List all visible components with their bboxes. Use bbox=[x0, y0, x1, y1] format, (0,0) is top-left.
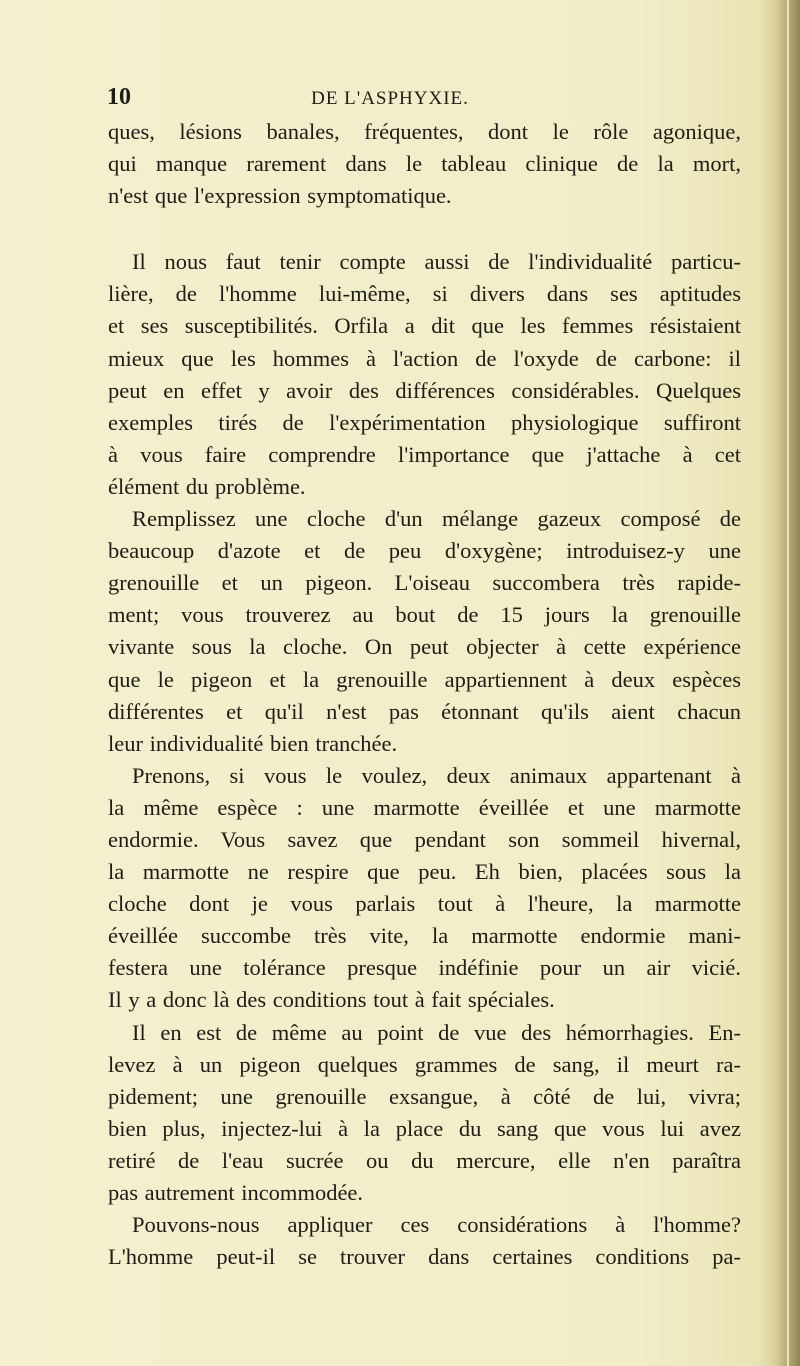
text-line: Il y a donc là des conditions tout à fait spéciales. bbox=[108, 987, 555, 1013]
text-line: et ses susceptibilités. Orfila a dit que les femmes résistaient bbox=[108, 313, 741, 339]
text-line: grenouille et un pigeon. L'oiseau succombera très rapide- bbox=[108, 570, 741, 596]
text-line: élément du problème. bbox=[108, 473, 306, 499]
text-line: beaucoup d'azote et de peu d'oxygène; introduisez-y une bbox=[108, 538, 741, 564]
text-line: différentes et qu'il n'est pas étonnant qu'ils aient chacun bbox=[108, 698, 741, 724]
text-line: pas autrement incommodée. bbox=[108, 1180, 364, 1205]
text-line: Pouvons-nous appliquer ces considérations à l'homme? bbox=[132, 1212, 741, 1238]
text-line: que le pigeon et la grenouille appartiennent à deux espèces bbox=[108, 666, 741, 692]
text-line: vivante sous la cloche. On peut objecter à cette expérience bbox=[108, 634, 741, 660]
paragraph-gap bbox=[108, 212, 741, 246]
text-line: ment; vous trouverez au bout de 15 jours la grenouille bbox=[108, 602, 741, 628]
text-line: pidement; une grenouille exsangue, à côté de lui, vivra; bbox=[108, 1083, 741, 1109]
text-line: lière, de l'homme lui-même, si divers dans ses aptitudes bbox=[108, 281, 741, 307]
running-title-wrap bbox=[0, 88, 800, 110]
text-line: la marmotte ne respire que peu. Eh bien, placées sous la bbox=[108, 859, 741, 885]
text-line: L'homme peut-il se trouver dans certaines conditions pa- bbox=[108, 1244, 741, 1270]
text-line: peut en effet y avoir des différences considérables. Quelques bbox=[108, 377, 741, 403]
text-line: retiré de l'eau sucrée ou du mercure, elle n'en paraîtra bbox=[108, 1147, 741, 1173]
text-line: à vous faire comprendre l'importance que j'attache à cet bbox=[108, 441, 741, 467]
text-line: bien plus, injectez-lui à la place du sang que vous lui avez bbox=[108, 1115, 741, 1141]
text-line: levez à un pigeon quelques grammes de sang, il meurt ra- bbox=[108, 1051, 741, 1077]
text-line: mieux que les hommes à l'action de l'oxyde de carbone: il bbox=[108, 345, 741, 371]
page-number: 10 bbox=[107, 84, 131, 110]
text-line: la même espèce : une marmotte éveillée et une marmotte bbox=[108, 794, 741, 820]
text-line: festera une tolérance presque indéfinie pour un air vicié. bbox=[108, 955, 741, 981]
text-line: n'est que l'expression symptomatique. bbox=[108, 183, 452, 209]
body-text bbox=[108, 116, 741, 1273]
text-line: Remplissez une cloche d'un mélange gazeux composé de bbox=[132, 506, 741, 532]
page-edge bbox=[787, 0, 789, 1366]
text-line: endormie. Vous savez que pendant son sommeil hivernal, bbox=[108, 826, 741, 852]
text-line: qui manque rarement dans le tableau clinique de la mort, bbox=[108, 151, 741, 177]
running-title: DE L'ASPHYXIE. bbox=[311, 88, 469, 109]
text-line: leur individualité bien tranchée. bbox=[108, 730, 398, 756]
text-line: ques, lésions banales, fréquentes, dont le rôle agonique, bbox=[108, 119, 741, 144]
text-line: cloche dont je vous parlais tout à l'heure, la marmotte bbox=[108, 891, 741, 917]
text-line: exemples tirés de l'expérimentation physiologique suffiront bbox=[108, 409, 741, 435]
text-line: Il en est de même au point de vue des hémorrhagies. En- bbox=[132, 1019, 741, 1045]
text-line: Il nous faut tenir compte aussi de l'individualité particu- bbox=[132, 249, 741, 275]
text-line: Prenons, si vous le voulez, deux animaux appartenant à bbox=[132, 762, 741, 788]
text-line: éveillée succombe très vite, la marmotte endormie mani- bbox=[108, 923, 741, 949]
